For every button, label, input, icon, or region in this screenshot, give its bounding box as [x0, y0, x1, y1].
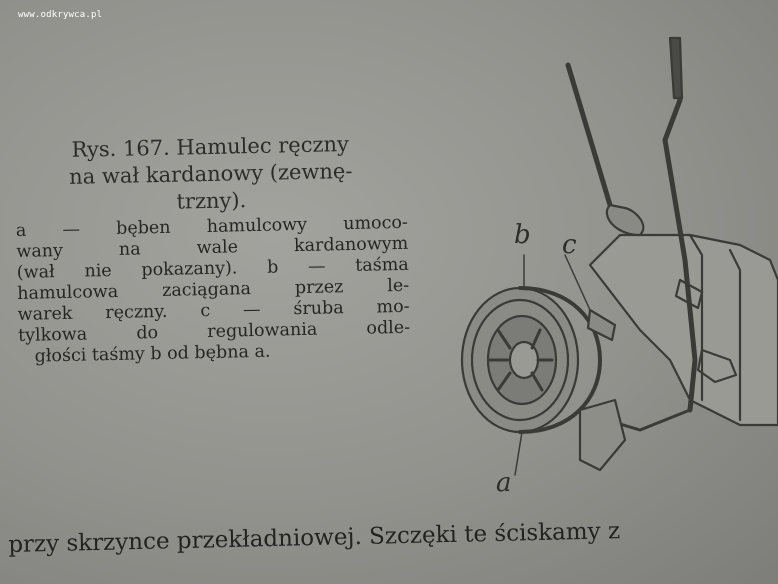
- caption-title-line: Rys. 167. Hamulec ręczny: [71, 131, 350, 162]
- caption-description-line: wany na wale kardanowym: [16, 233, 409, 262]
- caption-description-line: głości taśmy b od bębna a.: [34, 341, 271, 367]
- brake-drawing: [440, 30, 778, 500]
- adjusting-screw: [588, 310, 615, 340]
- watermark: www.odkrywca.pl: [18, 10, 103, 20]
- caption-description: [16, 213, 411, 368]
- figure-label-c: c: [562, 230, 577, 260]
- brake-illustration: [440, 30, 778, 500]
- caption-description-line: hamulcowa zaciągana przez le-: [17, 275, 410, 304]
- handbrake-grip: [670, 38, 682, 98]
- caption-title: [14, 130, 408, 219]
- caption-title-line: trzny).: [176, 188, 247, 214]
- leader-a: [515, 432, 522, 475]
- figure-caption: [14, 130, 411, 368]
- figure-label-a: a: [496, 468, 512, 498]
- body-text-line: przy skrzynce przekładniowej. Szczęki te ściskamy z: [8, 518, 621, 558]
- caption-description-line: warek ręczny. c — śruba mo-: [17, 296, 410, 325]
- bottom-bracket: [580, 400, 625, 470]
- caption-description-line: a — bęben hamulcowy umoco-: [15, 212, 409, 241]
- gear-lever-boot: [607, 205, 643, 235]
- figure-label-b: b: [514, 220, 531, 250]
- caption-description-line: (wał nie pokazany). b — taśma: [16, 254, 409, 283]
- caption-title-line: na wał kardanowy (zewnę-: [68, 158, 353, 189]
- gear-lever: [568, 65, 630, 230]
- caption-description-line: tylkowa do regulowania odle-: [17, 317, 411, 346]
